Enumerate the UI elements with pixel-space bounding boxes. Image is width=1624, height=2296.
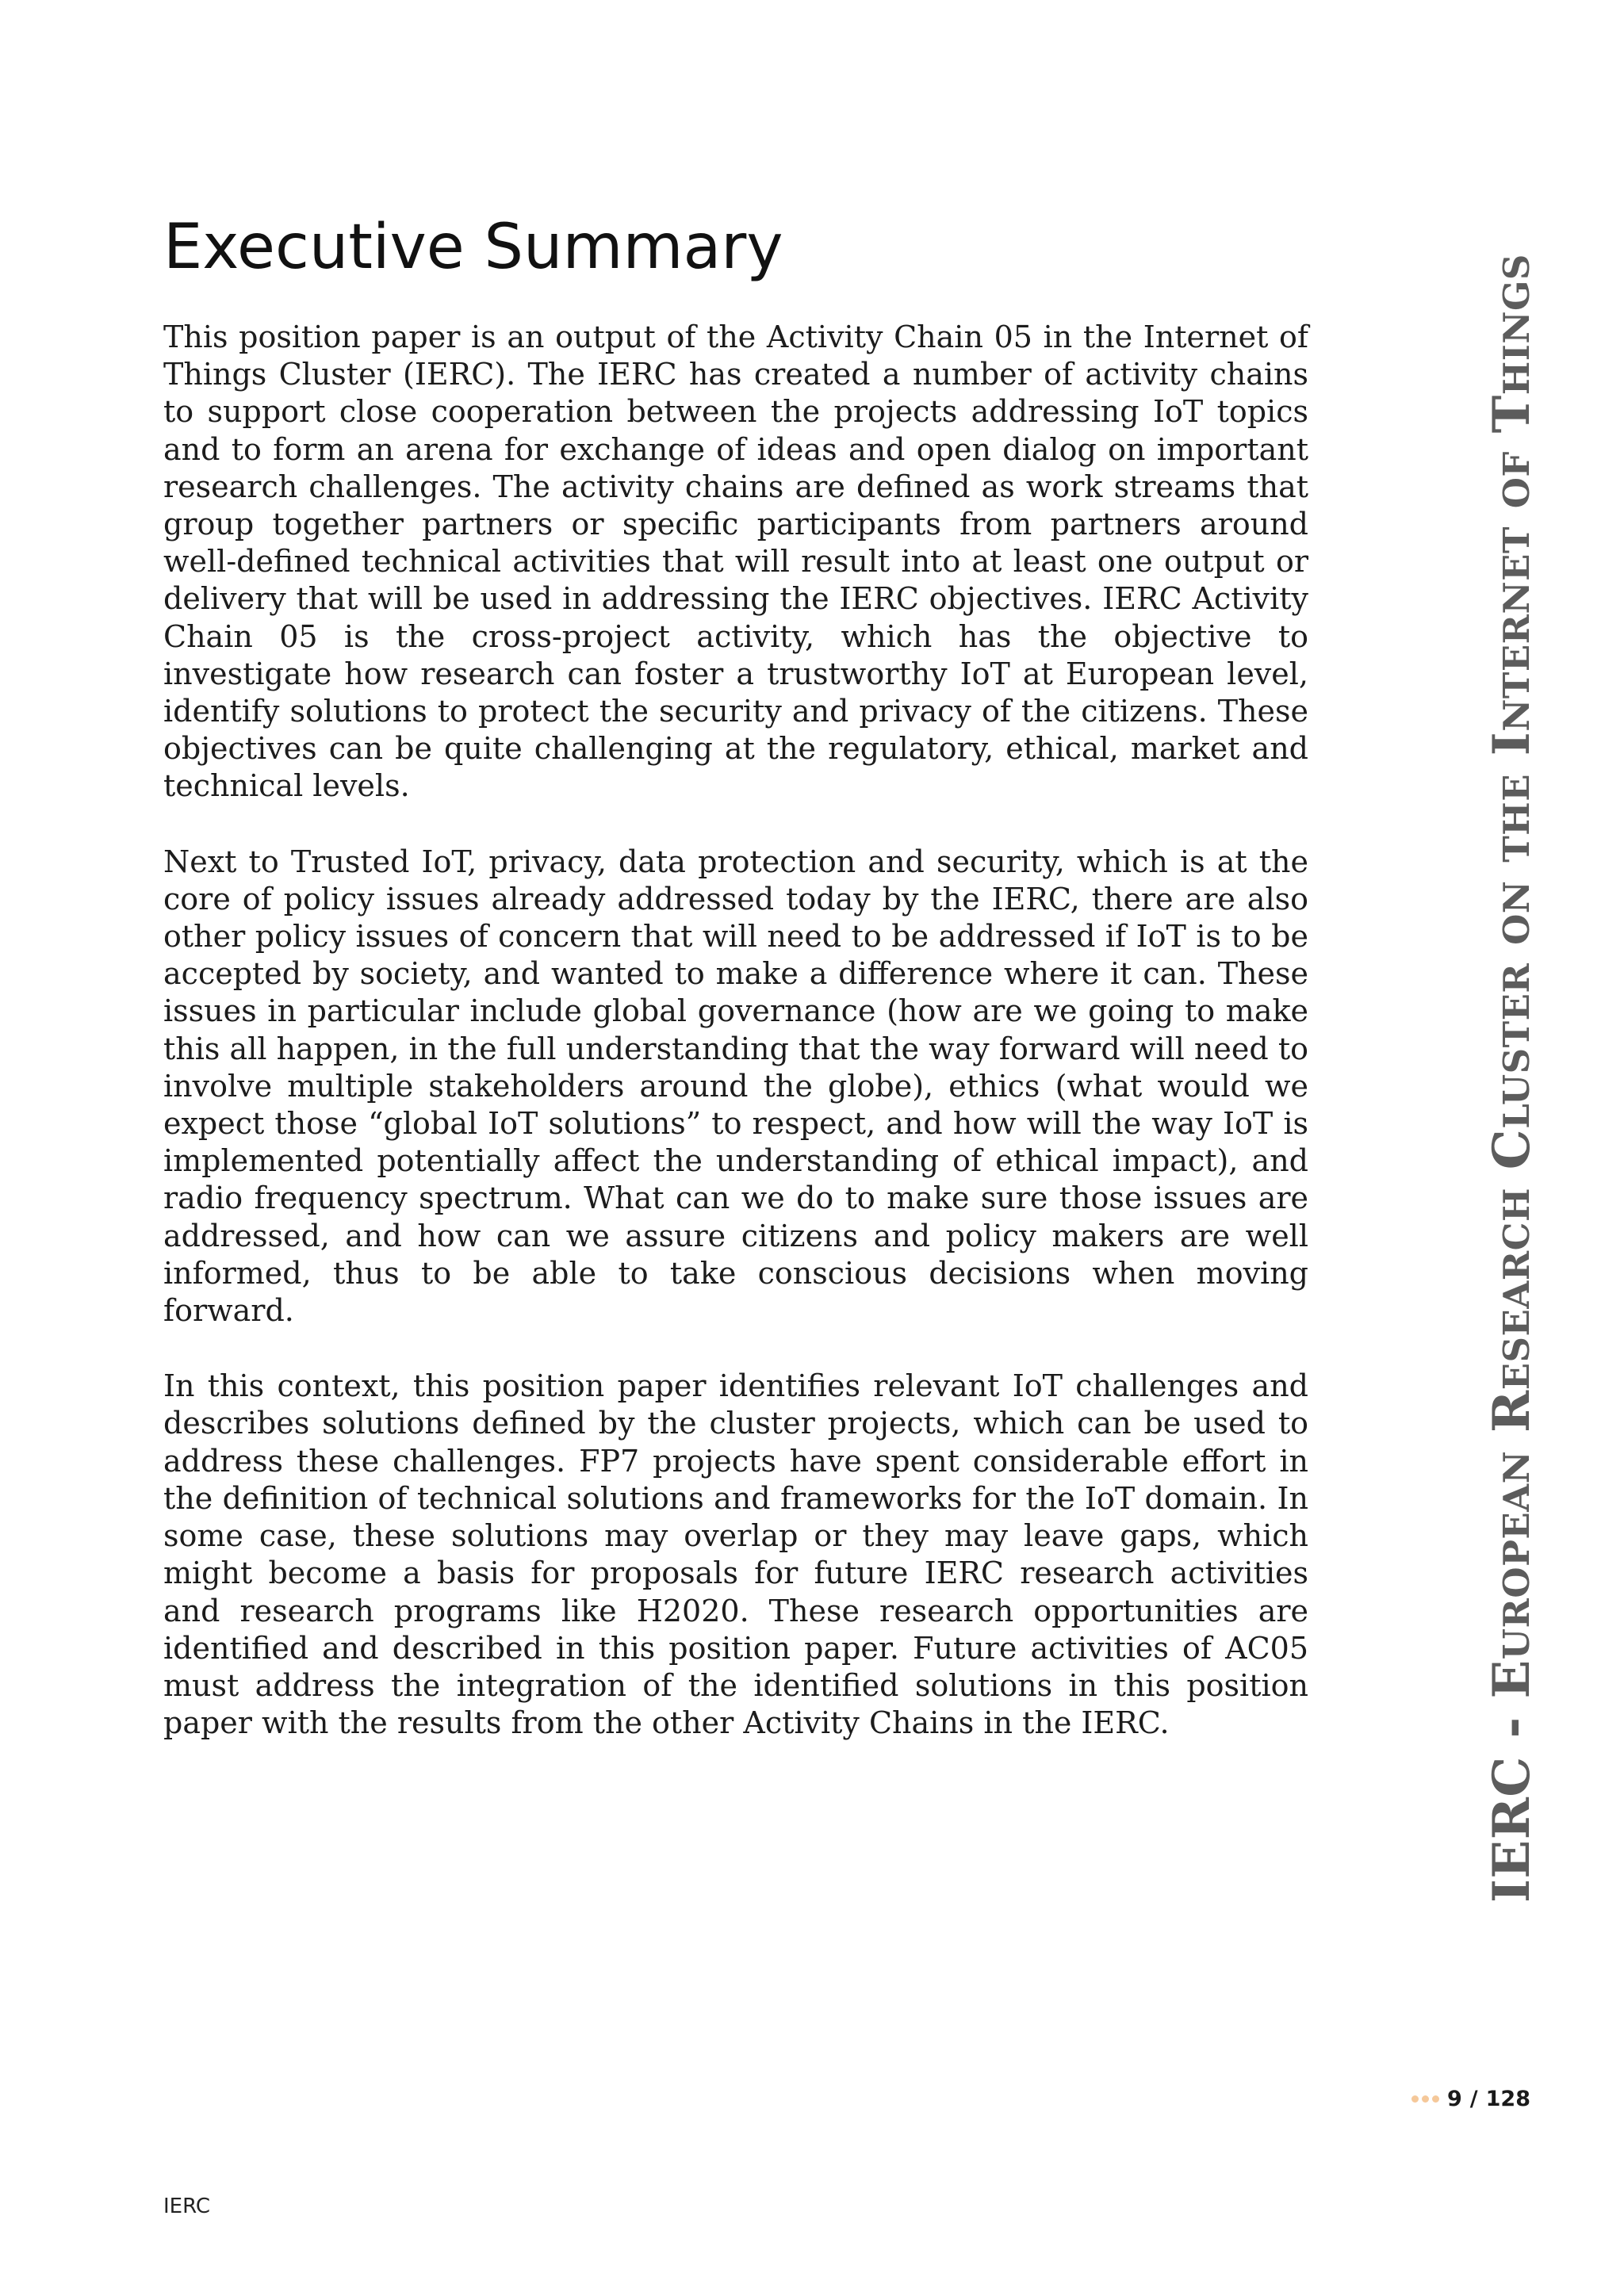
paragraph: This position paper is an output of the Activity Chain 05 in the Internet of Things Cluster (IERC). The IERC has created a number of activity chains to support close cooperation between the projects addressing IoT topics and to form an arena for exchange of ideas and open dialog on important research challenges. The activity chains are defined as work streams that group together partners or specific participants from partners around well-defined technical activities that will result into at least one output or delivery that will be used in addressing the IERC objectives. IERC Activity Chain 05 is the cross-project activity, which has the objective to investigate how research can foster a trustworthy IoT at European level, identify solutions to protect the security and privacy of the citizens. These objectives can be quite challenging at the regulatory, ethical, market and technical levels. [163,320,1308,804]
page-title: Executive Summary [163,212,783,283]
body-text [163,319,1308,1780]
page-total: 128 [1485,2087,1530,2111]
page-current: 9 [1446,2087,1462,2111]
page-number [1411,2087,1530,2111]
page-separator: / [1469,2087,1478,2111]
footer-label: IERC [163,2195,211,2218]
page-dots-icon [1411,2095,1439,2103]
side-title-band [1456,254,1567,1903]
paragraph: In this context, this position paper identifies relevant IoT challenges and describes solutions defined by the cluster projects, which can be used to address these challenges. FP7 projects have spent considerable effort in the definition of technical solutions and frameworks for the IoT domain. In some case, these solutions may overlap or they may leave gaps, which might become a basis for proposals for future IERC research activities and research programs like H2020. These research opportunities are identified and described in this position paper. Future activities of AC05 must address the integration of the identified solutions in this position paper with the results from the other Activity Chains in the IERC. [163,1368,1308,1741]
paragraph: Next to Trusted IoT, privacy, data protection and security, which is at the core of policy issues already addressed today by the IERC, there are also other policy issues of concern that will need to be addressed if IoT is to be accepted by society, and wanted to make a difference where it can. These issues in particular include global governance (how are we going to make this all happen, in the full understanding that the way forward will need to involve multiple stakeholders around the globe), ethics (what would we expect those “global IoT solutions” to respect, and how will the way IoT is implemented potentially affect the understanding of ethical impact), and radio frequency spectrum. What can we do to make sure those issues are addressed, and how can we assure citizens and policy makers are well informed, thus to be able to take conscious decisions when moving forward. [163,844,1308,1329]
side-title: IERC - European Research Cluster on the Internet of Things [1481,254,1542,1903]
